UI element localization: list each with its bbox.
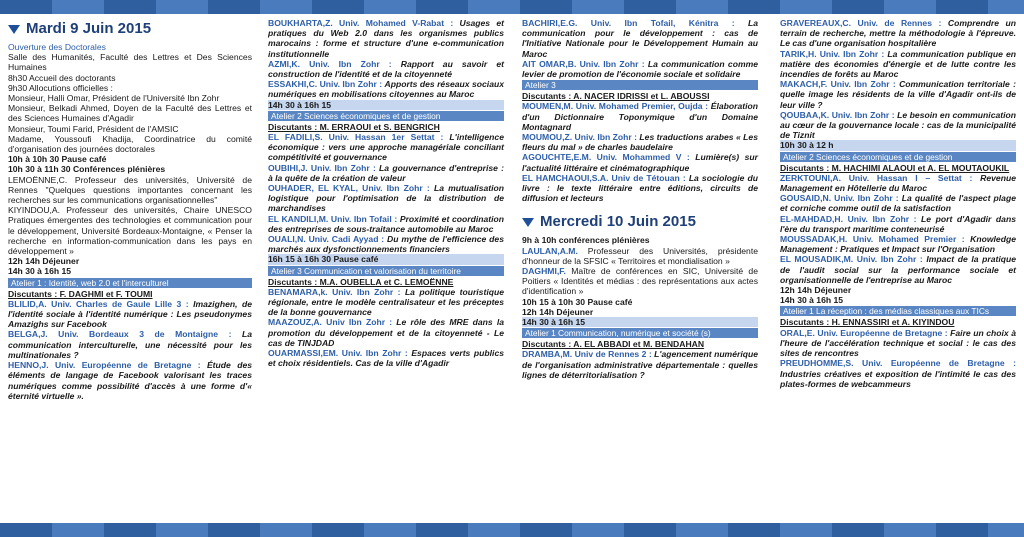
paper-title: Faire un choix à l'heure de l'accélération technique et social : le cas des sites de rencontres	[780, 327, 1016, 359]
presentation-item	[268, 79, 504, 99]
author: GRAVEREAUX,C. Univ. de Rennes :	[780, 18, 948, 28]
paper-title: Le besoin en communication au cœur de la gouvernance locale : cas de la municipalité de Tiznit	[780, 109, 1016, 141]
program-line: LEMOËNNE,C. Professeur des universités, Université de Rennes "Quelques questions importantes concernant les recherches sur les communications organisationnelles"	[8, 174, 252, 206]
author: MAAZOUZ,A. Univ Ibn Zohr :	[268, 317, 397, 328]
paper-title: Knowledge Management : Pratiques et Impact sur l'Organisation	[780, 234, 1016, 255]
presentation-item	[780, 328, 1016, 359]
discussants: Discutants : M. ERRAOUI et S. BENGRICH	[268, 121, 440, 132]
paper-title: Lumière(s) sur l'actualité littéraire et cinématographique	[522, 152, 758, 173]
bottom-decorative-band	[0, 523, 1024, 537]
author: EL KANDILI,M. Univ. Ibn Tofail :	[268, 213, 400, 224]
time-slot: 14h 30 à 16h 15	[268, 100, 504, 110]
presentation-item	[268, 287, 504, 318]
column-tuesday-continued	[268, 18, 504, 369]
presentation-list	[522, 18, 758, 79]
author: AIT OMAR,B. Univ. Ibn Zohr :	[522, 58, 648, 69]
paper-title: Proximité et coordination des entreprises de sous-traitance automobile au Maroc	[268, 213, 504, 234]
time-slot: 14h 30 à 16h 15	[780, 295, 844, 306]
author: OUARMASSI,EM. Univ. Ibn Zohr :	[268, 348, 412, 359]
author: HENNO,J. Univ. Européenne de Bretagne :	[8, 360, 207, 371]
program-line: Monsieur, Toumi Farid, Président de l'AMSIC	[8, 123, 179, 134]
author: AZMI,K. Univ. Ibn Zohr :	[268, 58, 401, 69]
presentation-item	[522, 59, 758, 79]
workshop-bar: Atelier 2 Sciences économiques et de gestion	[268, 111, 504, 121]
paper-title: La gouvernance d'entreprise : à la quête de la création de valeur	[268, 162, 504, 183]
presentation-item	[8, 360, 252, 401]
program-line: Salle des Humanités, Faculté des Lettres et Des Sciences Humaines	[8, 52, 252, 73]
author: ESSAKHI,C. Univ. Ibn Zohr :	[268, 79, 385, 90]
plenary-speaker: DAGHMI,F. Maître de conférences en SIC, Université de Poitiers « Identités et médias : des représentations aux actes d'identification »	[522, 266, 758, 297]
paper-title: Le rôle des MRE dans la promotion du développement et de la citoyenneté - Le cas de TINJDAD	[268, 317, 505, 348]
workshop-bar: Atelier 1 La réception : des médias classiques aux TICs	[780, 306, 1016, 316]
paper-title: Élaboration d'un Dictionnaire Toponymique d'un Domaine Montagnard	[522, 101, 758, 132]
column-wednesday-continued	[780, 18, 1016, 389]
paper-title: La communication publique en matière des économies d'énergie et de lutte contre les incendies de forêts au Maroc	[780, 48, 1016, 80]
author: PREUDHOMME,S. Univ. Européenne de Bretagne :	[780, 358, 1016, 369]
paper-title: Du mythe de l'efficience des marchés aux dysfonctionnements financiers	[268, 234, 504, 255]
presentation-item	[522, 152, 758, 172]
presentation-item	[780, 110, 1016, 141]
presentation-item	[268, 163, 504, 183]
author: EL MOUSADIK,M. Univ. Ibn Zohr :	[780, 254, 927, 265]
presentation-item	[780, 234, 1016, 254]
program-line: 8h30 Accueil des doctorants	[8, 72, 116, 83]
discussants: Discutants : A. EL ABBADI et M. BENDAHAN	[522, 339, 705, 350]
paper-title: La mutualisation logistique pour l'optimisation de la distribution de marchandises	[268, 183, 504, 214]
discussants: Discutants : A. NACER IDRISSI et L. ABOUSSI	[522, 91, 710, 102]
paper-title: Apports des réseaux sociaux numériques en mobilisations citoyennes au Maroc	[268, 79, 504, 100]
paper-title: Les traductions arabes « Les fleurs du mal » de charles baudelaire	[522, 132, 758, 153]
top-decorative-band	[0, 0, 1024, 14]
triangle-marker-icon	[8, 25, 20, 34]
plenary-speaker: LAULAN,A.M. Professeur des Universités, présidente d'honneur de la SFSIC « Territoires et mondialisation »	[522, 245, 758, 266]
discussants: Discutants : F. DAGHMI et F. TOUMI	[8, 288, 153, 299]
triangle-marker-icon	[522, 218, 534, 227]
presentation-item	[522, 173, 758, 204]
paper-title: Impact de la pratique de l'audit social sur la performance sociale et organisationnelle de l'entreprise au Maroc	[780, 254, 1016, 285]
presentation-item	[268, 18, 504, 59]
paper-title: Usages et pratiques du Web 2.0 dans les organismes publics marocains : forme et structure d'une e-communication institutionnelle	[268, 18, 504, 59]
workshop-bar: Atelier 3	[522, 80, 758, 90]
program-line: Ouverture des Doctorales	[8, 42, 106, 52]
program-line: KIYINDOU,A. Professeur des universités, Chaire UNESCO Pratiques émergentes des technologies et communication pour le développement, Université Bordeaux-Montaigne, « Penser la recherche en information-communication dans les pays en développement »	[8, 205, 252, 257]
author: MOUMEN,M. Univ. Mohamed Premier, Oujda :	[522, 101, 711, 112]
paper-title: La sociologie du livre : le texte littéraire entre éditions, circuits de diffusion et lecteurs	[522, 172, 758, 204]
paper-title: La communication interculturelle, une nécessité pour les multinationales ?	[8, 329, 252, 360]
presentation-list	[268, 287, 504, 369]
paper-title: Industries créatives et exposition de l'intimité le cas des plates-formes de webcammeurs	[780, 368, 1016, 389]
author: DRAMBA,M. Univ de Rennes 2 :	[522, 349, 655, 360]
program-line: 10h à 10h 30 Pause café	[8, 154, 107, 165]
author: EL-MAHDAD,H. Univ. Ibn Zohr :	[780, 213, 922, 224]
author: MAKACH,F. Univ. Ibn Zohr :	[780, 79, 900, 90]
presentation-item	[522, 132, 758, 152]
presentation-item	[780, 79, 1016, 110]
discussants: Discutants : H. ENNASSIRI et A. KIYINDOU	[780, 317, 955, 328]
author: MOUMOU,Z. Univ. Ibn Zohr :	[522, 132, 640, 143]
time-slot: 14h 30 à 16h 15	[522, 317, 758, 327]
program-line: 12h 14h Déjeuner	[8, 256, 80, 267]
author: BOUKHARTA,Z. Univ. Mohamed V-Rabat :	[268, 18, 460, 28]
time-slot: 10h 30 à 12 h	[780, 140, 1016, 150]
author: BENAMARA,k. Univ. Ibn Zohr :	[268, 286, 405, 297]
presentation-item	[268, 317, 504, 348]
paper-title: Comprendre un terrain de recherche, mettre la méthodologie à l'épreuve. Le cas d'une organisation hospitalière	[780, 18, 1016, 49]
presentation-item	[522, 101, 758, 132]
time-slot: 10h 15 à 10h 30 Pause café	[522, 296, 633, 307]
author: OUHADER, EL KYAL, Univ. Ibn Zohr :	[268, 183, 434, 194]
presentation-list	[8, 299, 252, 401]
presentation-item	[780, 49, 1016, 80]
discussants: Discutants : M.A. OUBELLA et C. LEMOËNNE	[268, 276, 454, 287]
presentation-list	[522, 349, 758, 380]
program-line: 14h 30 à 16h 15	[8, 266, 72, 277]
presentation-list	[522, 101, 758, 203]
author: QOUBAA,K. Univ. Ibn Zohr :	[780, 109, 898, 120]
workshop-bar: Atelier 1 Communication, numérique et société (s)	[522, 328, 758, 338]
presentation-item	[780, 173, 1016, 193]
workshop-bar: Atelier 1 : Identité, web 2.0 et l'interculturel	[8, 278, 252, 288]
author: AGOUCHTE,E.M. Univ. Mohammed V :	[522, 152, 696, 163]
day-heading-tuesday: Mardi 9 Juin 2015	[8, 20, 252, 38]
discussants: Discutants : M. HACHIMI ALAOUI et A. EL MOUTAOUKIL	[780, 162, 1010, 173]
author: GOUSAID,N. Univ. Ibn Zohr :	[780, 193, 902, 204]
paper-title: Le port d'Agadir dans l'ère du transport maritime conteneurisé	[780, 213, 1016, 234]
presentation-item	[268, 348, 504, 368]
presentation-item	[268, 59, 504, 79]
paper-title: Étude des éléments de langage de Facebook valorisant les traces numériques comme possibilité d'accès à une forme d'« éternité virtuelle ».	[8, 360, 252, 401]
presentation-item	[8, 329, 252, 360]
presentation-item	[780, 193, 1016, 213]
presentation-list	[780, 18, 1016, 140]
paper-title: La communication comme levier de promotion de l'économie sociale et solidaire	[522, 58, 759, 80]
workshop-bar: Atelier 3 Communication et valorisation du territoire	[268, 266, 504, 276]
author: ZERKTOUNI,A. Univ. Hassan I – Settat :	[780, 172, 981, 183]
author: EL HAMCHAOUI,S.A. Univ de Tétouan :	[522, 172, 689, 183]
presentation-item	[780, 214, 1016, 234]
author: ORAL,E. Univ. Européenne de Bretagne :	[780, 327, 951, 338]
presentation-item	[268, 183, 504, 214]
program-line: Monsieur, Belkadi Ahmed, Doyen de la Faculté des Lettres et des Sciences Humaines d'Agadir	[8, 103, 252, 124]
presentation-item	[780, 358, 1016, 389]
author: TARIK,H. Univ. Ibn Zohr :	[780, 48, 888, 59]
time-slot: 16h 15 à 16h 30 Pause café	[268, 254, 504, 264]
presentation-list	[780, 328, 1016, 389]
presentation-item	[268, 132, 504, 163]
program-line: Monsieur, Halli Omar, Président de l'Université Ibn Zohr	[8, 93, 220, 104]
time-slot: 12h 14h Déjeuner	[522, 306, 594, 317]
author: EL FADILI,S. Univ. Hassan 1er Settat :	[268, 132, 450, 143]
presentation-item	[268, 234, 504, 254]
presentation-item	[780, 254, 1016, 285]
presentation-list	[268, 132, 504, 254]
paper-title: La communication pour le développement : cas de l'Initiative Nationale pour le Développement Humain au Maroc	[522, 18, 758, 59]
presentation-item	[522, 18, 758, 59]
paper-title: L'agencement numérique de l'organisation administrative départementale : quelles lignes de déterritorialisation ?	[522, 349, 758, 380]
time-slot: 9h à 10h conférences plénières	[522, 235, 650, 246]
presentation-list	[780, 173, 1016, 285]
author: BLILID,A. Univ. Charles de Gaule Lille 3 :	[8, 298, 194, 309]
workshop-bar: Atelier 2 Sciences économiques et de gestion	[780, 152, 1016, 162]
paper-title: L'intelligence économique : vers une approche managériale conciliant compétitivité et gouvernance	[268, 132, 504, 163]
program-line: Madame, Youssoufi Khadija, Coordinatrice du comité d'organisation des journées doctorales	[8, 133, 252, 155]
presentation-item	[522, 349, 758, 380]
paper-title: Imazighen, de l'identité sociale à l'identité numérique : Les pseudonymes Amazighs sur Facebook	[8, 298, 252, 330]
paper-title: Espaces verts publics et choix résidentiels. Cas de la ville d'Agadir	[268, 348, 505, 369]
author: BACHIRI,E.G. Univ. Ibn Tofail, Kénitra :	[522, 18, 748, 28]
author: OUALI,N. Univ. Cadi Ayyad :	[268, 234, 388, 245]
day-heading-wednesday: Mercredi 10 Juin 2015	[522, 213, 758, 231]
author: MOUSSADAK,H. Univ. Mohamed Premier :	[780, 234, 971, 245]
paper-title: La qualité de l'aspect plage et corniche comme outil de la satisfaction	[780, 193, 1016, 214]
presentation-item	[780, 18, 1016, 49]
author: BELGA,J. Univ. Bordeaux 3 de Montaigne :	[8, 329, 242, 340]
paper-title: La politique touristique régionale, entre le modèle centralisateur et les préceptes de la bonne gouvernance	[268, 286, 504, 318]
presentation-item	[268, 214, 504, 234]
program-line: 9h30 Allocutions officielles :	[8, 82, 113, 93]
program-line: 10h 30 à 11h 30 Conférences plénières	[8, 164, 166, 175]
time-slot: 12h 14h Déjeuner	[780, 285, 852, 296]
paper-title: Rapport au savoir et construction de l'identité et de la citoyenneté	[268, 58, 505, 80]
paper-title: Revenue Management en Hôtellerie du Maroc	[780, 172, 1016, 194]
opening-program	[8, 42, 252, 277]
presentation-item	[8, 299, 252, 330]
column-wednesday	[522, 18, 758, 380]
author: OUBIHI,J. Univ. Ibn Zohr :	[268, 162, 380, 173]
paper-title: Communication territoriale : quelle image les résidents de la ville d'Agadir ont-ils de leur ville ?	[780, 79, 1016, 110]
presentation-list	[268, 18, 504, 100]
column-tuesday	[8, 18, 252, 401]
